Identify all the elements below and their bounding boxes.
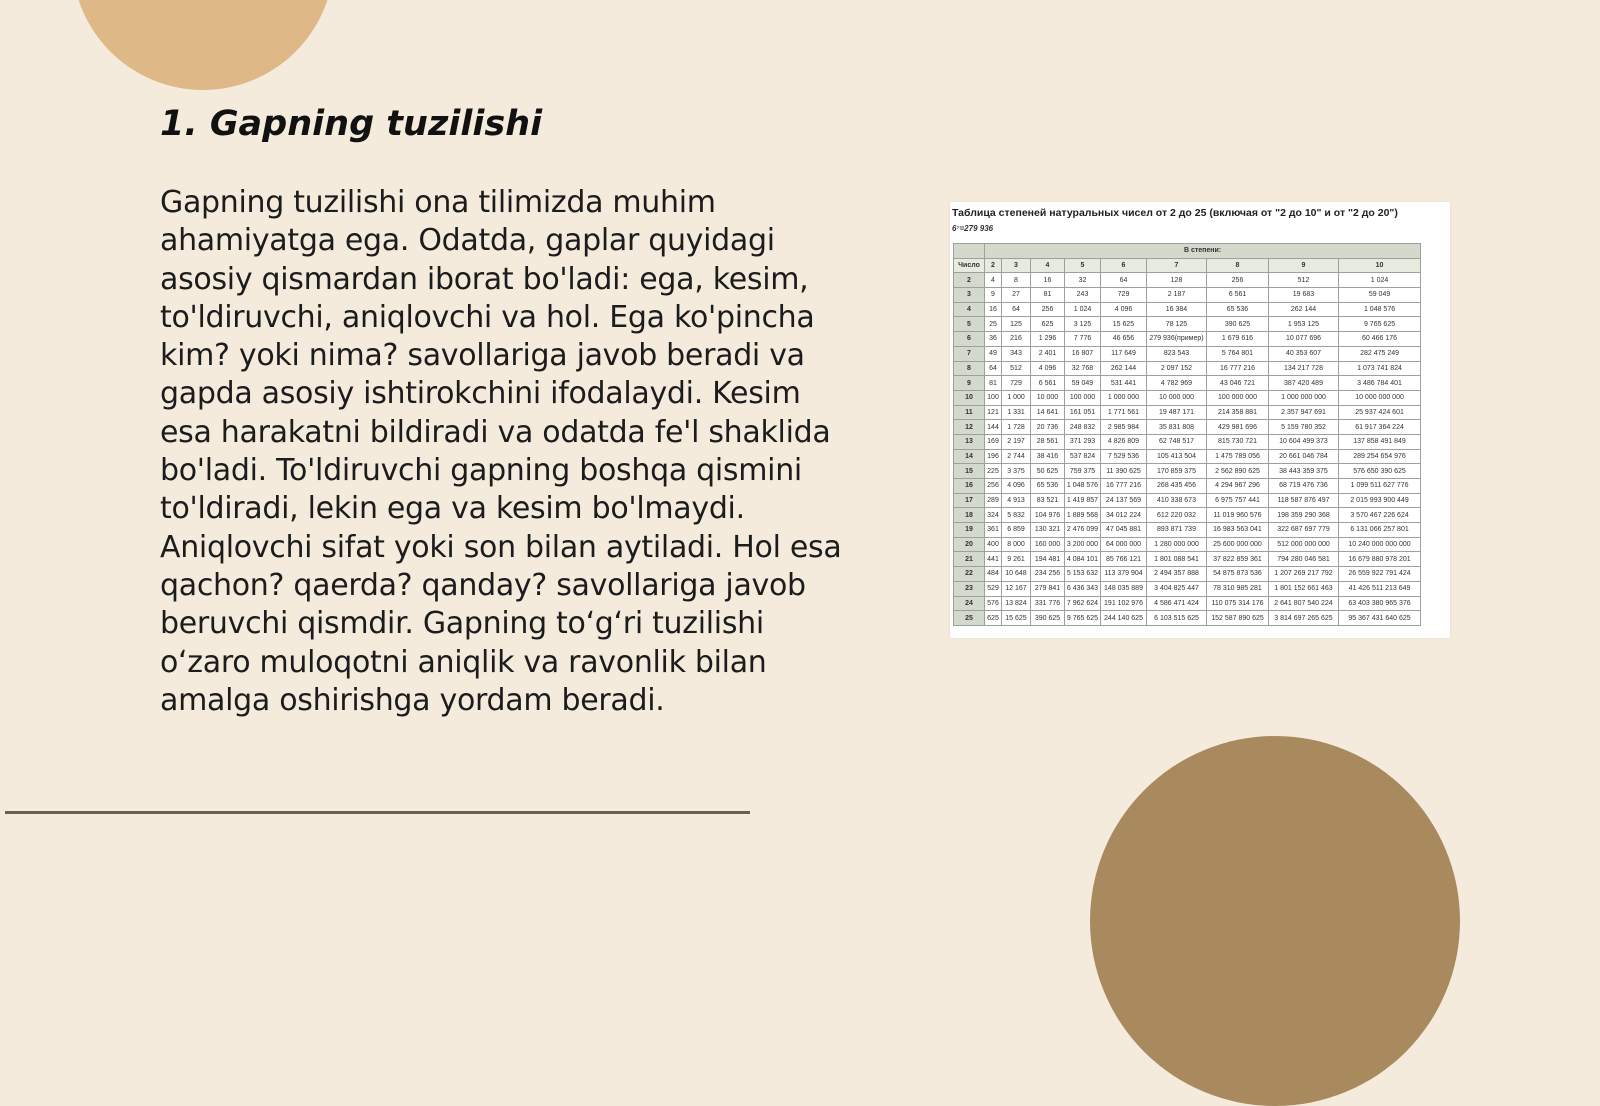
table-cell: 322 687 697 779 (1269, 523, 1339, 538)
table-cell: 244 140 625 (1101, 611, 1147, 626)
table-cell: 49 (985, 346, 1002, 361)
table-cell: 27 (1002, 288, 1031, 303)
table-row-number: 15 (954, 464, 985, 479)
divider-line (5, 811, 750, 814)
table-cell: 429 981 696 (1207, 420, 1269, 435)
table-row (954, 596, 1421, 611)
table-cell: 15 625 (1002, 611, 1031, 626)
table-cell: 1 679 616 (1207, 332, 1269, 347)
table-cell: 729 (1002, 376, 1031, 391)
table-cell: 512 (1269, 273, 1339, 288)
table-cell: 441 (985, 552, 1002, 567)
table-cell: 81 (1031, 288, 1065, 303)
table-cell: 24 137 569 (1101, 493, 1147, 508)
table-cell: 7 529 536 (1101, 449, 1147, 464)
table-cell: 13 824 (1002, 596, 1031, 611)
table-cell: 62 748 517 (1147, 434, 1207, 449)
table-cell: 7 962 624 (1065, 596, 1101, 611)
table-cell: 64 (985, 361, 1002, 376)
powers-table (953, 243, 1421, 626)
table-cell: 387 420 489 (1269, 376, 1339, 391)
table-cell: 152 587 890 625 (1207, 611, 1269, 626)
table-cell: 40 353 607 (1269, 346, 1339, 361)
table-row-number: 23 (954, 581, 985, 596)
table-cell: 531 441 (1101, 376, 1147, 391)
table-cell: 10 077 696 (1269, 332, 1339, 347)
table-cell: 160 000 (1031, 537, 1065, 552)
table-cell: 100 000 000 (1207, 390, 1269, 405)
table-cell: 60 466 176 (1339, 332, 1421, 347)
table-cell: 225 (985, 464, 1002, 479)
table-cell: 625 (985, 611, 1002, 626)
table-row (954, 479, 1421, 494)
table-cell: 343 (1002, 346, 1031, 361)
table-cell: 194 481 (1031, 552, 1065, 567)
table-cell: 83 521 (1031, 493, 1065, 508)
table-cell: 10 604 499 373 (1269, 434, 1339, 449)
table-cell: 54 875 873 536 (1207, 567, 1269, 582)
table-cell: 576 650 390 625 (1339, 464, 1421, 479)
power-column-header: 9 (1269, 258, 1339, 273)
table-cell: 6 561 (1207, 288, 1269, 303)
table-row-number: 11 (954, 405, 985, 420)
table-row (954, 552, 1421, 567)
table-cell: 5 764 801 (1207, 346, 1269, 361)
table-cell: 4 782 969 (1147, 376, 1207, 391)
table-cell: 2 562 890 625 (1207, 464, 1269, 479)
table-cell: 512 000 000 000 (1269, 537, 1339, 552)
table-cell: 1 801 152 661 463 (1269, 581, 1339, 596)
table-cell: 1 889 568 (1065, 508, 1101, 523)
table-cell: 4 096 (1101, 302, 1147, 317)
table-cell: 12 167 (1002, 581, 1031, 596)
table-cell: 81 (985, 376, 1002, 391)
table-cell: 2 357 947 691 (1269, 405, 1339, 420)
table-cell: 117 649 (1101, 346, 1147, 361)
table-cell: 1 296 (1031, 332, 1065, 347)
table-cell: 46 656 (1101, 332, 1147, 347)
table-cell: 400 (985, 537, 1002, 552)
table-cell: 104 976 (1031, 508, 1065, 523)
table-cell: 59 049 (1339, 288, 1421, 303)
table-cell: 16 384 (1147, 302, 1207, 317)
table-cell: 20 661 046 784 (1269, 449, 1339, 464)
table-cell: 68 719 476 736 (1269, 479, 1339, 494)
table-cell: 3 570 467 226 624 (1339, 508, 1421, 523)
table-cell: 16 (1031, 273, 1065, 288)
table-row (954, 523, 1421, 538)
table-cell: 2 097 152 (1147, 361, 1207, 376)
table-cell: 1 953 125 (1269, 317, 1339, 332)
table-row-number: 18 (954, 508, 985, 523)
table-cell: 512 (1002, 361, 1031, 376)
table-cell: 50 625 (1031, 464, 1065, 479)
table-cell: 1 000 000 000 (1269, 390, 1339, 405)
table-cell: 390 625 (1207, 317, 1269, 332)
table-row-number: 24 (954, 596, 985, 611)
body-text: Gapning tuzilishi ona tilimizda muhim ahamiyatga ega. Odatda, gaplar quyidagi asosiy qismardan iborat bo'ladi: ega, kesim, to'ldiruvchi, aniqlovchi va hol. Ega ko'pincha kim? yoki nima? savollariga javob beradi va gapda asosiy ishtirokchini ifodalaydi. Kesim esa harakatni bildiradi va odatda fe'l shaklida bo'ladi. To'ldiruvchi gapning boshqa qismini to'ldiradi, lekin ega va kesim bo'lmaydi. Aniqlovchi sifat yoki son bilan aytiladi. Hol esa qachon? qaerda? qanday? savollariga javob beruvchi qismdir. Gapning to‘g‘ri tuzilishi o‘zaro muloqotni aniqlik va ravonlik bilan amalga oshirishga yordam beradi. (160, 185, 842, 718)
power-column-header: 6 (1101, 258, 1147, 273)
table-row-number: 19 (954, 523, 985, 538)
table-cell: 134 217 728 (1269, 361, 1339, 376)
table-cell: 64 (1002, 302, 1031, 317)
table-row (954, 361, 1421, 376)
table-cell: 6 131 066 257 801 (1339, 523, 1421, 538)
table-row (954, 376, 1421, 391)
table-cell: 1 048 576 (1065, 479, 1101, 494)
table-cell: 289 (985, 493, 1002, 508)
table-row-number: 13 (954, 434, 985, 449)
table-cell: 16 777 216 (1101, 479, 1147, 494)
table-cell: 8 000 (1002, 537, 1031, 552)
table-row (954, 317, 1421, 332)
table-cell: 4 (985, 273, 1002, 288)
table-cell: 1 419 857 (1065, 493, 1101, 508)
table-cell: 2 187 (1147, 288, 1207, 303)
table-cell: 161 051 (1065, 405, 1101, 420)
table-cell: 38 416 (1031, 449, 1065, 464)
table-cell: 234 256 (1031, 567, 1065, 582)
table-cell: 324 (985, 508, 1002, 523)
table-cell: 6 561 (1031, 376, 1065, 391)
table-cell: 16 807 (1065, 346, 1101, 361)
table-cell: 4 096 (1031, 361, 1065, 376)
table-row-number: 17 (954, 493, 985, 508)
table-cell: 1 331 (1002, 405, 1031, 420)
table-cell: 1 024 (1339, 273, 1421, 288)
table-cell: 100 000 (1065, 390, 1101, 405)
table-subtitle: 6⁷=279 936 (952, 224, 994, 233)
table-cell: 2 197 (1002, 434, 1031, 449)
table-title: Таблица степеней натуральных чисел от 2 до 25 (включая от "2 до 10" и от "2 до 20") (952, 207, 1398, 219)
table-cell: 32 (1065, 273, 1101, 288)
table-cell: 537 824 (1065, 449, 1101, 464)
table-cell: 15 625 (1101, 317, 1147, 332)
table-cell: 2 015 993 900 449 (1339, 493, 1421, 508)
table-cell: 78 125 (1147, 317, 1207, 332)
table-cell: 576 (985, 596, 1002, 611)
table-cell: 4 084 101 (1065, 552, 1101, 567)
table-cell: 282 475 249 (1339, 346, 1421, 361)
table-cell: 4 826 809 (1101, 434, 1147, 449)
table-row-number: 5 (954, 317, 985, 332)
table-row (954, 288, 1421, 303)
table-cell: 125 (1002, 317, 1031, 332)
table-cell: 612 220 032 (1147, 508, 1207, 523)
table-cell: 65 536 (1207, 302, 1269, 317)
table-cell: 2 641 807 540 224 (1269, 596, 1339, 611)
table-cell: 170 859 375 (1147, 464, 1207, 479)
table-cell: 1 099 511 627 776 (1339, 479, 1421, 494)
table-cell: 1 475 789 056 (1207, 449, 1269, 464)
table-row (954, 449, 1421, 464)
table-cell: 371 293 (1065, 434, 1101, 449)
power-column-header: 10 (1339, 258, 1421, 273)
table-cell: 37 822 859 361 (1207, 552, 1269, 567)
table-cell: 484 (985, 567, 1002, 582)
table-cell: 1 207 269 217 792 (1269, 567, 1339, 582)
table-row (954, 405, 1421, 420)
table-row-number: 12 (954, 420, 985, 435)
power-column-header: 5 (1065, 258, 1101, 273)
table-cell: 20 736 (1031, 420, 1065, 435)
table-cell: 410 338 673 (1147, 493, 1207, 508)
table-cell: 130 321 (1031, 523, 1065, 538)
table-cell: 256 (1031, 302, 1065, 317)
table-cell: 823 543 (1147, 346, 1207, 361)
table-cell: 10 000 (1031, 390, 1065, 405)
table-cell: 191 102 976 (1101, 596, 1147, 611)
table-cell: 9 261 (1002, 552, 1031, 567)
table-cell: 361 (985, 523, 1002, 538)
table-cell: 3 404 825 447 (1147, 581, 1207, 596)
table-cell: 256 (1207, 273, 1269, 288)
table-cell: 2 476 099 (1065, 523, 1101, 538)
table-row (954, 390, 1421, 405)
table-cell: 4 913 (1002, 493, 1031, 508)
table-cell: 78 310 985 281 (1207, 581, 1269, 596)
table-cell: 36 (985, 332, 1002, 347)
table-cell: 25 600 000 000 (1207, 537, 1269, 552)
power-column-header: 8 (1207, 258, 1269, 273)
decorative-circle-bottom (1090, 736, 1460, 1106)
table-cell: 19 487 171 (1147, 405, 1207, 420)
table-cell: 243 (1065, 288, 1101, 303)
table-row-number: 6 (954, 332, 985, 347)
table-cell: 262 144 (1269, 302, 1339, 317)
table-cell: 5 159 780 352 (1269, 420, 1339, 435)
powers-table-image (950, 202, 1450, 638)
table-cell: 9 (985, 288, 1002, 303)
table-cell: 4 586 471 424 (1147, 596, 1207, 611)
table-cell: 1 728 (1002, 420, 1031, 435)
table-row (954, 493, 1421, 508)
table-cell: 25 937 424 601 (1339, 405, 1421, 420)
table-row (954, 508, 1421, 523)
table-row (954, 464, 1421, 479)
table-cell: 14 641 (1031, 405, 1065, 420)
table-cell: 4 096 (1002, 479, 1031, 494)
table-cell: 6 859 (1002, 523, 1031, 538)
table-cell: 38 443 359 375 (1269, 464, 1339, 479)
table-cell: 169 (985, 434, 1002, 449)
table-row-number: 22 (954, 567, 985, 582)
table-cell: 1 801 088 541 (1147, 552, 1207, 567)
table-row (954, 434, 1421, 449)
table-cell: 128 (1147, 273, 1207, 288)
table-cell: 9 765 625 (1339, 317, 1421, 332)
table-cell: 2 744 (1002, 449, 1031, 464)
table-cell: 10 240 000 000 000 (1339, 537, 1421, 552)
table-cell: 268 435 456 (1147, 479, 1207, 494)
number-column-header: Число (954, 258, 985, 273)
table-cell: 1 000 (1002, 390, 1031, 405)
table-row-number: 14 (954, 449, 985, 464)
table-cell: 43 046 721 (1207, 376, 1269, 391)
table-cell: 1 000 000 (1101, 390, 1147, 405)
power-column-header: 3 (1002, 258, 1031, 273)
table-cell: 5 832 (1002, 508, 1031, 523)
table-cell: 64 000 000 (1101, 537, 1147, 552)
table-cell: 3 200 000 (1065, 537, 1101, 552)
table-row-number: 20 (954, 537, 985, 552)
table-cell: 1 073 741 824 (1339, 361, 1421, 376)
table-row (954, 567, 1421, 582)
power-column-header: 2 (985, 258, 1002, 273)
table-cell: 100 (985, 390, 1002, 405)
table-cell: 85 766 121 (1101, 552, 1147, 567)
table-cell: 41 426 511 213 649 (1339, 581, 1421, 596)
table-cell: 2 985 984 (1101, 420, 1147, 435)
table-cell: 2 401 (1031, 346, 1065, 361)
table-cell: 16 (985, 302, 1002, 317)
table-cell: 59 049 (1065, 376, 1101, 391)
table-cell: 26 559 922 791 424 (1339, 567, 1421, 582)
table-cell: 28 561 (1031, 434, 1065, 449)
table-row-number: 25 (954, 611, 985, 626)
table-cell: 331 776 (1031, 596, 1065, 611)
table-cell: 289 254 654 976 (1339, 449, 1421, 464)
table-cell: 6 436 343 (1065, 581, 1101, 596)
power-group-header: В степени: (985, 244, 1421, 259)
table-cell: 16 777 216 (1207, 361, 1269, 376)
table-cell: 10 000 000 000 (1339, 390, 1421, 405)
table-row (954, 302, 1421, 317)
table-cell: 10 000 000 (1147, 390, 1207, 405)
table-cell: 64 (1101, 273, 1147, 288)
table-row (954, 581, 1421, 596)
table-row-number: 7 (954, 346, 985, 361)
table-cell: 196 (985, 449, 1002, 464)
table-cell: 25 (985, 317, 1002, 332)
table-cell: 794 280 046 581 (1269, 552, 1339, 567)
table-cell: 256 (985, 479, 1002, 494)
table-cell: 35 831 808 (1147, 420, 1207, 435)
table-corner-cell (954, 244, 985, 259)
table-cell: 34 012 224 (1101, 508, 1147, 523)
table-cell: 6 975 757 441 (1207, 493, 1269, 508)
table-cell: 216 (1002, 332, 1031, 347)
table-row-number: 2 (954, 273, 985, 288)
table-cell: 148 035 889 (1101, 581, 1147, 596)
table-cell: 729 (1101, 288, 1147, 303)
table-row-number: 9 (954, 376, 985, 391)
table-cell: 3 125 (1065, 317, 1101, 332)
table-cell: 9 765 625 (1065, 611, 1101, 626)
table-cell: 625 (1031, 317, 1065, 332)
table-cell: 65 536 (1031, 479, 1065, 494)
power-column-header: 4 (1031, 258, 1065, 273)
table-cell: 2 494 357 888 (1147, 567, 1207, 582)
table-row (954, 332, 1421, 347)
table-cell: 7 776 (1065, 332, 1101, 347)
table-cell: 3 814 697 265 625 (1269, 611, 1339, 626)
power-column-header: 7 (1147, 258, 1207, 273)
table-cell: 47 045 881 (1101, 523, 1147, 538)
table-row-number: 4 (954, 302, 985, 317)
table-cell: 4 294 967 296 (1207, 479, 1269, 494)
table-cell: 105 413 504 (1147, 449, 1207, 464)
table-row (954, 273, 1421, 288)
table-cell: 16 983 563 041 (1207, 523, 1269, 538)
table-cell: 893 871 739 (1147, 523, 1207, 538)
table-cell: 279 841 (1031, 581, 1065, 596)
table-cell: 1 771 561 (1101, 405, 1147, 420)
table-cell: 214 358 881 (1207, 405, 1269, 420)
table-cell: 10 648 (1002, 567, 1031, 582)
table-cell: 113 379 904 (1101, 567, 1147, 582)
table-cell: 248 832 (1065, 420, 1101, 435)
table-cell: 95 367 431 640 625 (1339, 611, 1421, 626)
table-row-number: 10 (954, 390, 985, 405)
table-row-number: 21 (954, 552, 985, 567)
table-cell: 815 730 721 (1207, 434, 1269, 449)
table-cell: 6 103 515 625 (1147, 611, 1207, 626)
table-row-number: 3 (954, 288, 985, 303)
table-cell: 198 359 290 368 (1269, 508, 1339, 523)
table-cell: 3 486 784 401 (1339, 376, 1421, 391)
table-cell: 118 587 876 497 (1269, 493, 1339, 508)
table-row-number: 8 (954, 361, 985, 376)
table-cell: 110 075 314 176 (1207, 596, 1269, 611)
table-cell: 759 375 (1065, 464, 1101, 479)
table-cell: 279 936(пример) (1147, 332, 1207, 347)
table-cell: 390 625 (1031, 611, 1065, 626)
table-cell: 1 280 000 000 (1147, 537, 1207, 552)
table-cell: 1 048 576 (1339, 302, 1421, 317)
table-cell: 1 024 (1065, 302, 1101, 317)
table-cell: 262 144 (1101, 361, 1147, 376)
table-cell: 5 153 632 (1065, 567, 1101, 582)
table-cell: 11 019 960 576 (1207, 508, 1269, 523)
table-cell: 19 683 (1269, 288, 1339, 303)
table-cell: 11 390 625 (1101, 464, 1147, 479)
table-cell: 63 403 380 965 376 (1339, 596, 1421, 611)
table-cell: 16 679 880 978 201 (1339, 552, 1421, 567)
table-cell: 144 (985, 420, 1002, 435)
table-cell: 137 858 491 849 (1339, 434, 1421, 449)
table-cell: 8 (1002, 273, 1031, 288)
table-cell: 121 (985, 405, 1002, 420)
table-row (954, 537, 1421, 552)
table-row (954, 611, 1421, 626)
table-cell: 3 375 (1002, 464, 1031, 479)
table-cell: 32 768 (1065, 361, 1101, 376)
table-cell: 529 (985, 581, 1002, 596)
table-row (954, 420, 1421, 435)
table-row-number: 16 (954, 479, 985, 494)
table-row (954, 346, 1421, 361)
decorative-circle-top (72, 0, 334, 90)
slide-title: 1. Gapning tuzilishi (160, 104, 543, 144)
table-cell: 61 917 364 224 (1339, 420, 1421, 435)
